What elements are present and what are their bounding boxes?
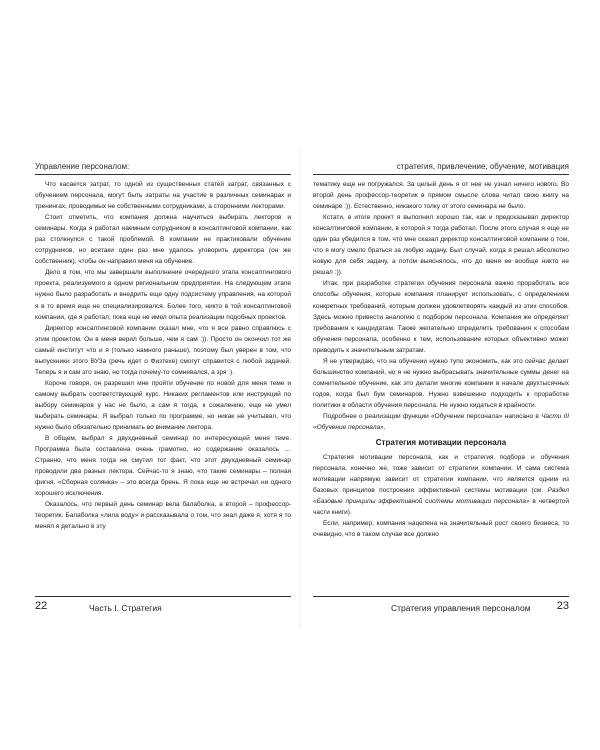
left-running-header: Управление персоналом: [35,162,291,175]
left-paragraph: Директор консалтинговой компании сказал мне, что я все равно справлюсь с этим проектом. Он в меня верил больше, чем я сам :)). Просто он окончил тот же самый институт что и я (только намного раньше), поэтому был уверен в том, что выпускники этого ВУЗа (речь идет о Физтехе) смогут справится с любой задачей. Теперь я и сам это знаю, но тогда почему-то сомневался, а зря :). [35,324,291,376]
right-page [313,162,569,540]
right-page-number: 23 [556,600,569,612]
left-paragraph: Оказалось, что первый день семинар вела балаболка, а второй – профессор-теоретик. Балаболка «лила воду» и рассказывала о том, что знал даже я, хотя я то менял я детально в эту [35,501,291,531]
right-running-header: стратегия, привлечение, обучение, мотивация [313,162,569,175]
cross-reference-suffix: . [383,424,386,432]
left-paragraph: Дело в том, что мы завершали выполнение очередного этапа консалтингового проекта, реализуемого в одном региональном предприятии. На следующем этапе нужно было разработать и внедрить еще одну подсистему управления, на которой я в то время еще не специализировался. Более того, никто в той консалтинговой компании, где я работал, пока еще не имел опыта реализации подобных проектов. [35,269,291,321]
motivation-paragraph [313,452,569,518]
right-footer-title: Стратегия управления персоналом [391,603,531,613]
left-paragraph: Короче говоря, он разрешил мне пройти обучение по новой для меня теме и самому выбрать соответствующий курс. Никаких регламентов или инструкций по выбору семинаров у нас не было, а сам я тогда, к сожалению, еще не умел выбирать семинары. Я выбрал только по программе, но никак не учитывал, что нужно было обязательно принимать во внимание лектора. [35,379,291,432]
left-paragraph: Стоит отметить, что компания должна научиться выбирать лекторов и семинары. Когда я работал наемным сотрудником в консалтинговой компании, как раз столкнулся с такой проблемой. В компании не практиковали обучение сотрудников, но всетаки один раз мне удалось уговорить директора (он же собственник), чтобы он направил меня на обучение. [35,214,291,266]
left-paragraph: Что касается затрат, то одной из существенных статей затрат, связанных с обучением персонала, могут быть затраты на участие в различных семинарах и тренингах, проводимых не собственными сотрудниками, а сторонними лекторами. [35,181,291,211]
right-paragraph: Я не утверждаю, что на обучении нужно тупо экономить, как это сейчас делает большинство компаний, но я не нужно выбрасывать значительные суммы денег на сомнительное обучение, как это делали многие компании в начале двухтысячных годов, когда был бум семинаров. Нужно взвешенно подходить к проработке политики в области обучения персонала. Не нужно кидаться в крайности. [313,357,569,409]
left-page-footer [35,596,291,619]
motivation-prefix: Стратегия мотивации персонала, как и стратегия подбора и обучения персонала, конечно же, тоже зависит от стратегии компании. И сама система мотивации напрямую зависит от стратегии компании, что является одним из базовых принципов построения эффективной системы мотивации (см. [313,454,569,495]
right-paragraph: Кстати, в итоге проект я выполнил хорошо так, как и предсказывал директор консалтинговой компании, в которой я тогда работал. После этого случая я еще не один раз убедился в том, что мне сказал директор консалтинговой компании о том, что я могу смело браться за любую задачу. Был случай, когда я решал абсолютно новую для себя задачу, а потом выяснялось, что до меня ее вообще никто не решал :)). [313,214,569,277]
section-subheading: Стратегия мотивации персонала [375,438,507,448]
right-paragraph: Итак, при разработке стратегии обучения персонала важно проработать все способы обучения, которые компания планирует использовать, с определением конкретных требований, которым должен удовлетворять каждый из этих способов. Здесь можно привести аналогию с подбором персонала. Компания же определяет требования к кандидатам. Также желательно определить требования к способам обучения персонала, особенно к тем, использование которых объективно может приводить к значительным затратам. [313,280,569,354]
motivation-suffix: в четвертой части книги). [313,498,569,517]
cross-reference-prefix: Подробнее о реализации функции «Обучение персонала» написано в [323,412,542,420]
left-paragraph: В общем, выбрал я двухдневный семинар по интересующей меня теме. Программа была составлена очень грамотно, но содержание оказалось … Странно, что меня тогда не смутил тот факт, что этот двухдневный семинар проводили два разных лектора. Сейчас-то я знаю, что такие семинары – полная фигня. «Сборная солянка» – это всегда брень. Я пока еще не встречал ни одного хорошего исключения. [35,435,291,498]
cross-reference-paragraph [313,411,569,433]
left-page-number: 22 [35,600,48,612]
left-footer-title: Часть I. Стратегия [89,603,162,613]
right-page-footer [313,596,569,619]
right-paragraph: Если, например, компания нацелена на значительный рост своего бизнеса, то очевидно, что в таком случае все должно [313,520,569,539]
book-gutter [298,150,302,630]
right-paragraph: тематику еще не погружался. За целый день я от нее не узнал ничего нового. Во второй день профессор-теоретик в прямом смысле слова читал свою книгу на семинаре :)). Естественно, никакого толку от этого семинара не было. [313,181,569,211]
cross-reference-part: Части III «Обучение персонала» [313,412,569,432]
left-page [35,162,291,533]
motivation-reference: Раздел «Базовые принципы эффективной системы мотивации персонала» [313,487,569,506]
